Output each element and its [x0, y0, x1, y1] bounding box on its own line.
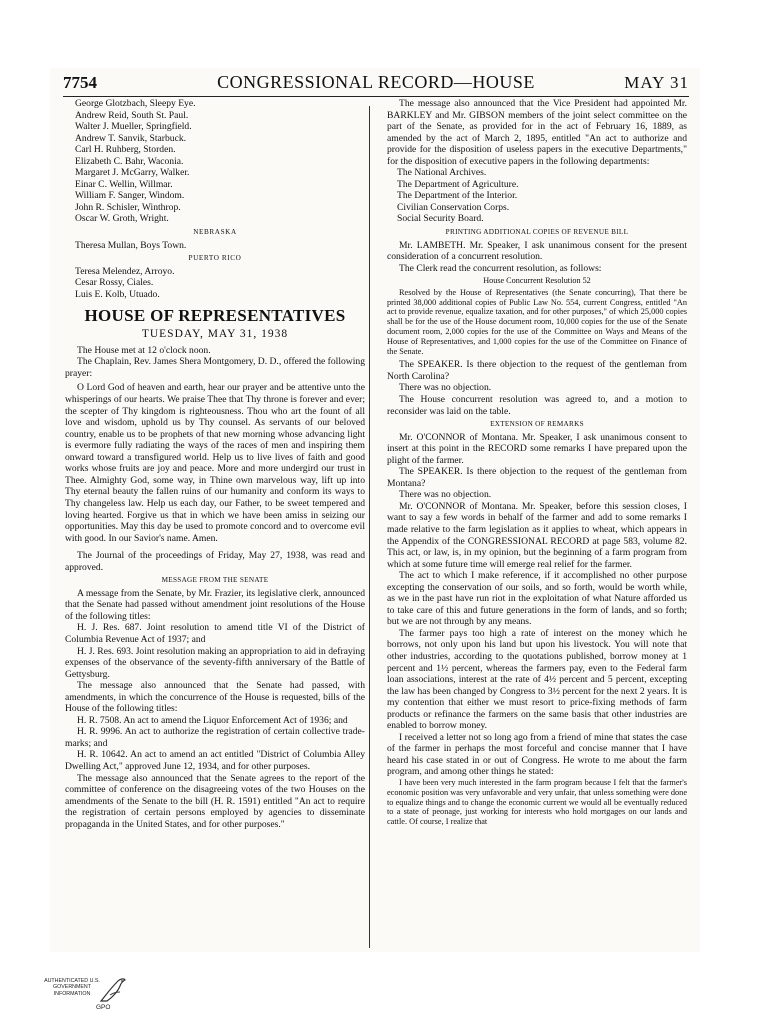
running-title: CONGRESSIONAL RECORD—HOUSE — [217, 72, 535, 92]
agreed-paragraph: The House concurrent resolution was agreed to, and a motion to reconsider was laid on the table. — [387, 393, 687, 417]
chaplain-paragraph: The Chaplain, Rev. James Shera Montgomery, D. D., offered the following prayer: — [65, 356, 365, 379]
extension-heading: EXTENSION OF REMARKS — [490, 420, 584, 429]
right-column — [387, 98, 687, 827]
name-entry: Theresa Mullan, Boys Town. — [75, 239, 187, 251]
name-entry: Einar C. Wellin, Willmar. — [75, 178, 173, 190]
name-entry: Carl H. Ruhberg, Storden. — [75, 144, 176, 156]
clerk-paragraph: The Clerk read the concurrent resolution, as follows: — [399, 262, 602, 274]
no-objection: There was no objection. — [399, 489, 492, 501]
printing-heading: PRINTING ADDITIONAL COPIES OF REVENUE BILL — [445, 228, 629, 237]
letter-paragraph: I received a letter not so long ago from a friend of mine that states the case of the farmer in perhaps the most forceful and concise manner that I have heard his case stated in or out of Congress. He wrote to me about the farm program, and among other things he stated: — [387, 731, 687, 778]
senate-message-heading: MESSAGE FROM THE SENATE — [161, 576, 269, 585]
house-met-paragraph: The House met at 12 o'clock noon. — [77, 344, 211, 356]
name-entry: Elizabeth C. Bahr, Waconia. — [75, 155, 184, 167]
bill-entry: H. R. 9996. An act to authorize the registration of certain collective trade-marks; and — [65, 726, 365, 749]
eagle-icon — [98, 975, 128, 1007]
gpo-label: GPO — [96, 1004, 111, 1011]
state-heading-nebraska: NEBRASKA — [193, 228, 237, 237]
prayer-paragraph: O Lord God of heaven and earth, hear our prayer and be attentive unto the whisperings of our hearts. We praise Thee that Thy throne is forever and ever; the scepter of Thy kingdom is righteousness. Thou who art the fount of all love and wisdom, uphold us by Thy counsel. As servants of our beloved country, enable us to be prophets of that new morning whose advancing light is evermore fully radiating the ways of the races of men and inspiring them onward toward a transfigured world. Help us to live lives of faith and good works whose fruits are joy and peace. More and more undergird our trust in Thee. Almighty God, some way, in Thine own marvelous way, lift up into Thy eternal beauty the fallen ruins of our humanity and conform its ways to Thy changeless law. Help us each day, our Father, to be sweet tempered and loving hearted. Forgive us that in which we have been amiss in seizing our opportunities. May this day be used to promote concord and to overcome evil with good. In our Savior's name. Amen. — [65, 382, 365, 544]
department-entry: Civilian Conservation Corps. — [397, 201, 510, 213]
name-entry: Luis E. Kolb, Utuado. — [75, 288, 160, 300]
record-page — [50, 68, 700, 952]
name-entry: Cesar Rossy, Ciales. — [75, 277, 154, 289]
name-entry: Teresa Melendez, Arroyo. — [75, 265, 175, 277]
interest-paragraph: The farmer pays too high a rate of interest on the money which he borrows, not only upon his land but upon his livestock. You will note that other industries, according to the quotations published, borrow money at 1 percent and 1½ percent, whereas the farmers pay, even to the Federal farm loan associations, interest at the rate of 4½ percent and 5 percent, excepting the law has been changed by Congress to 3½ percent for the next 2 years. It is my contention that either we must resort to price-fixing methods of farm products or refinance the farmers on the same basis that other industries are enabled to borrow money. — [387, 627, 687, 732]
journal-paragraph: The Journal of the proceedings of Friday, May 27, 1938, was read and approved. — [65, 550, 365, 573]
concurrence-paragraph: The message also announced that the Senate had passed, with amendments, in which the concurrence of the House is requested, bills of the House of the following titles: — [65, 680, 365, 715]
session-dateline: TUESDAY, MAY 31, 1938 — [141, 328, 289, 341]
speaker-question: The SPEAKER. Is there objection to the request of the gentleman from North Carolina? — [387, 359, 687, 382]
name-entry: John R. Schisler, Winthrop. — [75, 201, 181, 213]
column-divider — [369, 106, 370, 948]
oconnor-request: Mr. O'CONNOR of Montana. Mr. Speaker, I ask unanimous consent to insert at this point in the RECORD some remarks I have prepared upon the plight of the farmer. — [387, 431, 687, 466]
resolution-entry: H. J. Res. 693. Joint resolution making an appropriation to aid in defraying expenses of the observance of the seventy-fifth anniversary of the Battle of Gettysburg. — [65, 645, 365, 680]
name-entry: Oscar W. Groth, Wright. — [75, 213, 169, 225]
act-reference-paragraph: The act to which I make reference, if it accomplished no other purpose excepting the conservation of our soils, and so forth, would be worth while, as we in the past have run riot in the exploitation of what Nature afforded us to take care of this and future generations in the form of lands, and so forth; but we are not through by any means. — [387, 570, 687, 628]
header-date: MAY 31 — [624, 73, 689, 92]
name-entry: Margaret J. McGarry, Walker. — [75, 167, 190, 179]
bill-entry: H. R. 10642. An act to amend an act entitled "District of Columbia Alley Dwelling Act," approved June 12, 1934, and for other purposes. — [65, 749, 365, 772]
lambeth-paragraph: Mr. LAMBETH. Mr. Speaker, I ask unanimous consent for the present consideration of a concurrent resolution. — [387, 239, 687, 263]
name-entry: George Glotzbach, Sleepy Eye. — [75, 98, 196, 109]
state-heading-puerto-rico: PUERTO RICO — [188, 254, 242, 263]
department-entry: The Department of Agriculture. — [397, 178, 519, 190]
speaker-question: The SPEAKER. Is there objection to the request of the gentleman from Montana? — [387, 466, 687, 489]
page-header — [63, 70, 689, 97]
senate-message-paragraph: A message from the Senate, by Mr. Frazier, its legislative clerk, announced that the Senate had passed without amendment joint resolutions of the House of the following titles: — [65, 587, 365, 622]
authenticated-text: AUTHENTICATED U.S. GOVERNMENT INFORMATION — [44, 978, 100, 997]
left-column — [65, 98, 365, 830]
department-entry: The Department of the Interior. — [397, 190, 518, 202]
vice-president-paragraph: The message also announced that the Vice President had appointed Mr. BARKLEY and Mr. GIBSON members of the joint select committee on the part of the Senate, as provided for in the act of February 16, 1889, as amended by the act of March 2, 1895, entitled "An act to authorize and provide for the disposition of useless papers in the executive Departments," for the disposition of executive papers in the following departments: — [387, 98, 687, 167]
name-entry: Walter J. Mueller, Springfield. — [75, 121, 192, 133]
page-number: 7754 — [63, 73, 97, 92]
name-entry: Andrew T. Sanvik, Starbuck. — [75, 132, 187, 144]
gpo-authentication-stamp — [40, 975, 132, 1017]
letter-quote: I have been very much interested in the farm program because I felt that the farmer's economic position was very unfavorable and very unfair, that unless something were done to equalize things and to change the economic current we would all be eventually reduced to a state of peonage, just working for interests who hold mortgages on our lands and cattle. Of course, I realize that — [387, 778, 687, 827]
bill-entry: H. R. 7508. An act to amend the Liquor Enforcement Act of 1936; and — [77, 714, 348, 726]
resolution-title: House Concurrent Resolution 52 — [483, 276, 591, 286]
name-entry: Andrew Reid, South St. Paul. — [75, 109, 189, 121]
conference-paragraph: The message also announced that the Senate agrees to the report of the committee of conference on the disagreeing votes of the two Houses on the amendments of the Senate to the bill (H. R. 1591) entitled "An act to require the registration of certain persons employed by agencies to disseminate propaganda in the United States, and for other purposes." — [65, 772, 365, 830]
no-objection: There was no objection. — [399, 382, 492, 394]
resolution-entry: H. J. Res. 687. Joint resolution to amend title VI of the District of Columbia Revenue Act of 1937; and — [65, 622, 365, 645]
resolution-text: Resolved by the House of Representatives (the Senate concurring), That there be printed 38,000 additional copies of Public Law No. 554, current Congress, entitled "An act to provide revenue, equalize taxation, and for other purposes," of which 25,000 copies shall be for the use of the House document room, 10,000 copies for the use of the Senate document room, 2,000 copies for the use of the Committee on Ways and Means of the House of Representatives, and 1,000 copies for the use of the Committee on Finance of the Senate. — [387, 287, 687, 356]
department-entry: The National Archives. — [397, 167, 487, 179]
oconnor-remarks: Mr. O'CONNOR of Montana. Mr. Speaker, before this session closes, I want to say a few words in behalf of the farmer and add to some remarks I made relative to the farm legislation as it applies to wheat, which appears in the Appendix of the CONGRESSIONAL RECORD at page 583, volume 82. This act, or law, is, in my opinion, but the beginning of a farm program from which at some future time will emerge real relief for the farmer. — [387, 500, 687, 570]
house-heading: HOUSE OF REPRESENTATIVES — [84, 306, 346, 326]
department-entry: Social Security Board. — [397, 213, 484, 225]
name-entry: William F. Sanger, Windom. — [75, 190, 185, 202]
